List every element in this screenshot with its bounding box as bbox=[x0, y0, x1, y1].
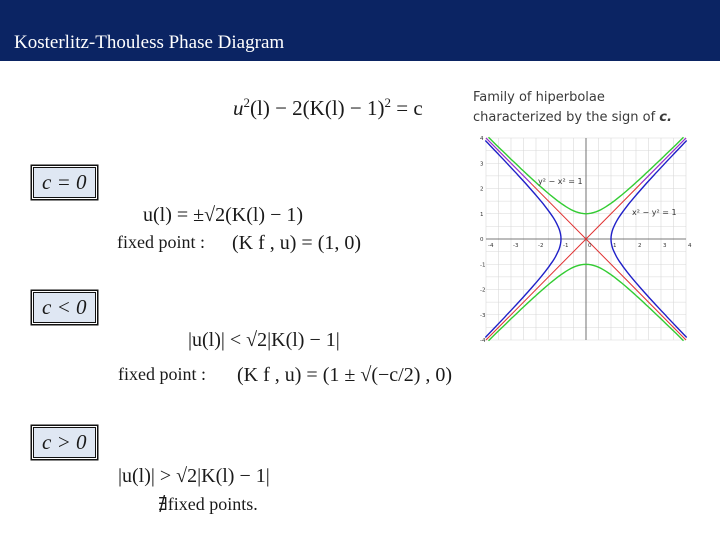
case-c-positive-box bbox=[33, 427, 96, 458]
case-c-zero-box bbox=[33, 167, 96, 198]
x-tick-label: 3 bbox=[663, 243, 667, 249]
y-tick-label: 2 bbox=[480, 186, 484, 193]
hyperbola-plot bbox=[474, 132, 696, 352]
plot-caption bbox=[473, 88, 713, 128]
y-tick-label: 1 bbox=[480, 211, 484, 218]
y-tick-label: 0 bbox=[480, 237, 484, 243]
x-tick-label: -1 bbox=[563, 243, 569, 249]
case-c-negative-condition: c < 0 bbox=[42, 295, 87, 319]
case-c-zero-eq2-value: (K f , u) = (1, 0) bbox=[232, 232, 362, 254]
x-tick-label: 2 bbox=[638, 243, 642, 249]
purple-line-ne bbox=[641, 138, 686, 183]
y-tick-label: 4 bbox=[480, 136, 484, 142]
x-tick-label: -4 bbox=[488, 243, 494, 249]
y-tick-label: -1 bbox=[480, 262, 486, 269]
y-tick-label: -4 bbox=[480, 338, 486, 344]
purple-line-nw bbox=[486, 138, 531, 183]
case-c-negative-eq1: |u(l)| < √2|K(l) − 1| bbox=[188, 329, 340, 351]
hyperbola-plot-svg bbox=[474, 132, 696, 352]
case-c-negative-eq2-label: fixed point : bbox=[118, 364, 206, 384]
slide-title: Kosterlitz-Thouless Phase Diagram bbox=[14, 32, 285, 53]
main-equation-rhs: = c bbox=[396, 96, 423, 120]
case-c-positive-eq1: |u(l)| > √2|K(l) − 1| bbox=[118, 465, 270, 487]
x-tick-label: -3 bbox=[513, 243, 519, 249]
case-c-zero-eq1: u(l) = ±√2(K(l) − 1) bbox=[143, 204, 304, 226]
x-tick-label: 1 bbox=[613, 243, 617, 249]
main-equation-text: (l) − 2(K(l) − 1) bbox=[250, 96, 385, 120]
y-tick-label: -2 bbox=[480, 287, 486, 294]
case-c-positive-condition: c > 0 bbox=[42, 430, 87, 454]
x-tick-label: -2 bbox=[538, 243, 544, 249]
caption-line-2: characterized by the sign of c. bbox=[473, 110, 672, 125]
caption-line-1: Family of hiperbolae bbox=[473, 90, 605, 105]
case-c-negative-box bbox=[33, 292, 96, 323]
label-right: x² − y² = 1 bbox=[632, 208, 677, 217]
label-upper: y² − x² = 1 bbox=[538, 177, 583, 186]
case-c-positive-eq2-label: ∄fixed points. bbox=[158, 494, 258, 514]
x-tick-label: 0 bbox=[588, 243, 592, 249]
y-tick-label: -3 bbox=[480, 312, 486, 319]
case-c-negative-eq2-value: (K f , u) = (1 ± √(−c/2) , 0) bbox=[237, 364, 453, 386]
main-equation: $u^2(l) - 2(K(l) - 1)^2 = c$ bbox=[233, 95, 423, 120]
x-tick-label: 4 bbox=[688, 243, 692, 249]
y-tick-label: 3 bbox=[480, 161, 484, 168]
case-c-zero-condition: c = 0 bbox=[42, 170, 87, 194]
case-c-zero-eq2-label: fixed point : bbox=[117, 232, 205, 252]
